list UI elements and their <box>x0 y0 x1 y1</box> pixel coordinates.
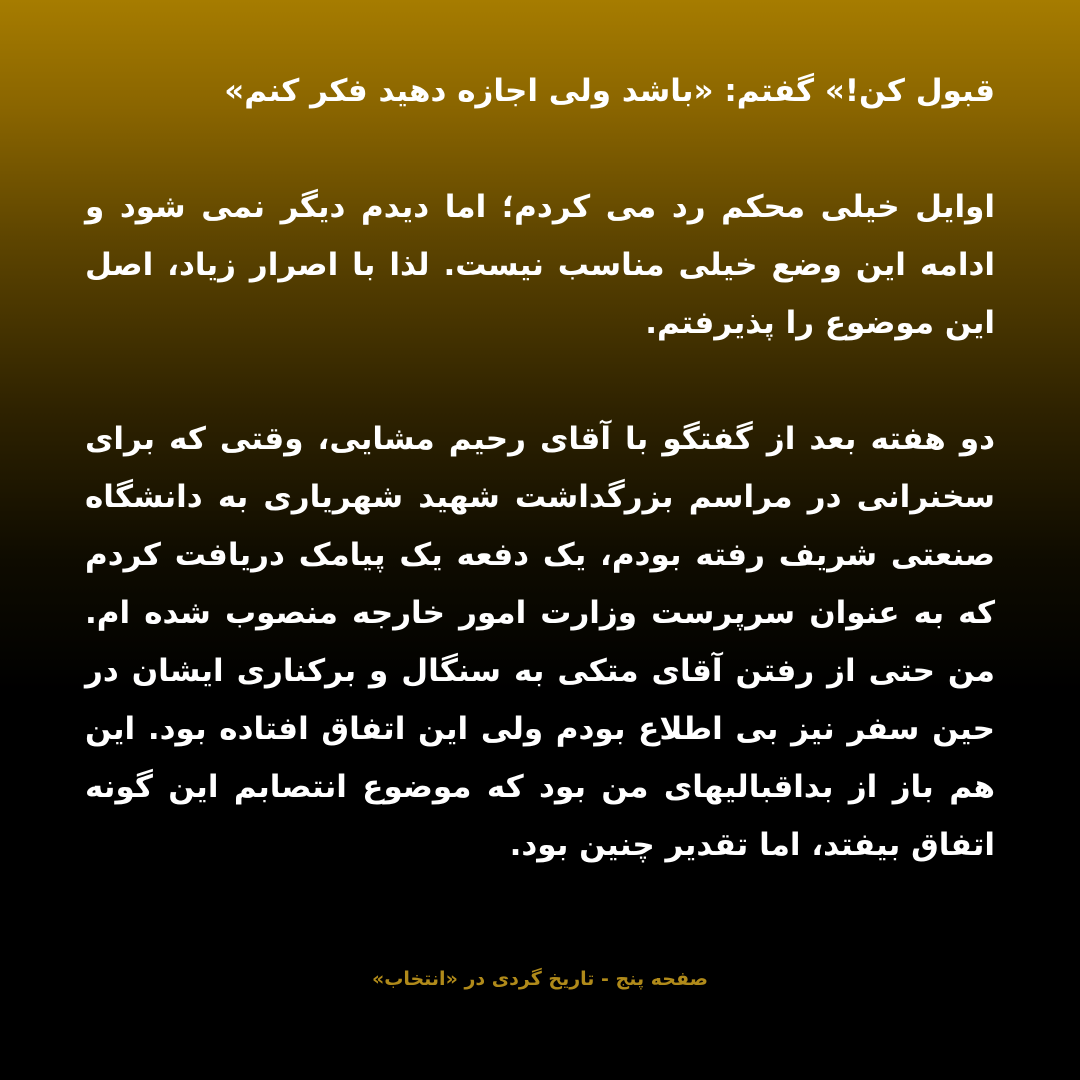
paragraph-gap <box>85 352 995 410</box>
paragraph-gap <box>85 120 995 178</box>
paragraph-2: اوایل خیلی محکم رد می کردم؛ اما دیدم دیگر نمی شود و ادامه این وضع خیلی مناسب نیست. لذا با اصرار زیاد، اصل این موضوع را پذیرفتم. <box>85 189 995 341</box>
footer-caption: صفحه پنج - تاریخ گردی در «انتخاب» <box>371 968 709 990</box>
text-body <box>85 62 995 874</box>
paragraph-1: قبول کن!» گفتم: «باشد ولی اجازه دهید فکر کنم» <box>224 73 995 109</box>
paragraph-3: دو هفته بعد از گفتگو با آقای رحیم مشایی، وقتی که برای سخنرانی در مراسم بزرگداشت شهید شهریاری به دانشگاه صنعتی شریف رفته بودم، یک دفعه یک پیامک دریافت کردم که به عنوان سرپرست وزارت امور خارجه منصوب شده ام. من حتی از رفتن آقای متکی به سنگال و برکناری ایشان در حین سفر نیز بی اطلاع بودم ولی این اتفاق افتاده بود. این هم باز از بداقبالیهای من بود که موضوع انتصابم این گونه اتفاق بیفتد، اما تقدیر چنین بود. <box>85 421 995 863</box>
